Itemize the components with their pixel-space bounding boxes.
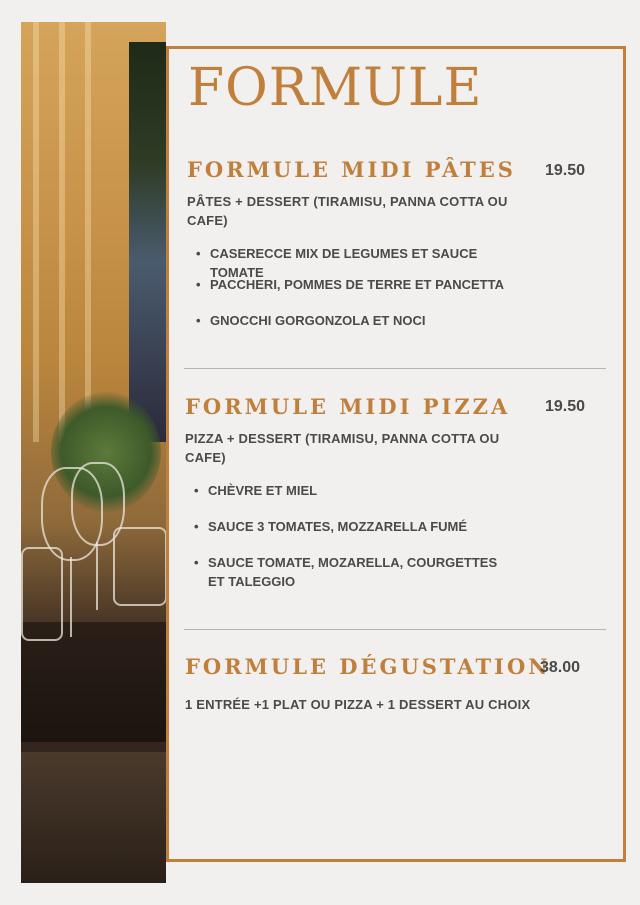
table-surface-foreground (21, 752, 166, 883)
price-pizza: 19.50 (545, 398, 586, 415)
section-description-degustation: 1 ENTRÉE +1 PLAT OU PIZZA + 1 DESSERT AU CHOIX (185, 697, 531, 712)
water-glass (21, 547, 63, 641)
price-pates: 19.50 (545, 162, 586, 179)
section-description-pizza: PIZZA + DESSERT (TIRAMISU, PANNA COTTA OU CAFE) (185, 431, 500, 465)
section-title-pates: FORMULE MIDI PÂTES (187, 157, 516, 182)
restaurant-photo (21, 22, 166, 883)
list-item: • PACCHERI, POMMES DE TERRE ET PANCETTA (194, 275, 520, 294)
wine-glass-stem (70, 557, 72, 637)
wall-stripe (59, 22, 65, 442)
wall-stripe (85, 22, 91, 442)
water-glass (113, 527, 166, 606)
section-divider (184, 368, 606, 369)
price-degustation: 38.00 (540, 659, 581, 676)
section-description-pates: PÂTES + DESSERT (TIRAMISU, PANNA COTTA OU CAFE) (187, 194, 508, 228)
list-item: • CHÈVRE ET MIEL (192, 481, 518, 500)
window-background (129, 42, 166, 442)
section-title-degustation: FORMULE DÉGUSTATION (185, 654, 551, 679)
page-title: FORMULE (188, 58, 483, 118)
section-title-pizza: FORMULE MIDI PIZZA (185, 394, 511, 419)
wine-glass-stem (96, 542, 98, 610)
list-item: • SAUCE TOMATE, MOZARELLA, COURGETTES ET TALEGGIO (192, 553, 508, 591)
list-item: • GNOCCHI GORGONZOLA ET NOCI (194, 311, 520, 330)
wall-stripe (33, 22, 39, 442)
section-divider (184, 629, 606, 630)
list-item: • SAUCE 3 TOMATES, MOZZARELLA FUMÉ (192, 517, 518, 536)
list-item: • CASERECCE MIX DE LEGUMES ET SAUCE TOMATE (194, 244, 520, 282)
